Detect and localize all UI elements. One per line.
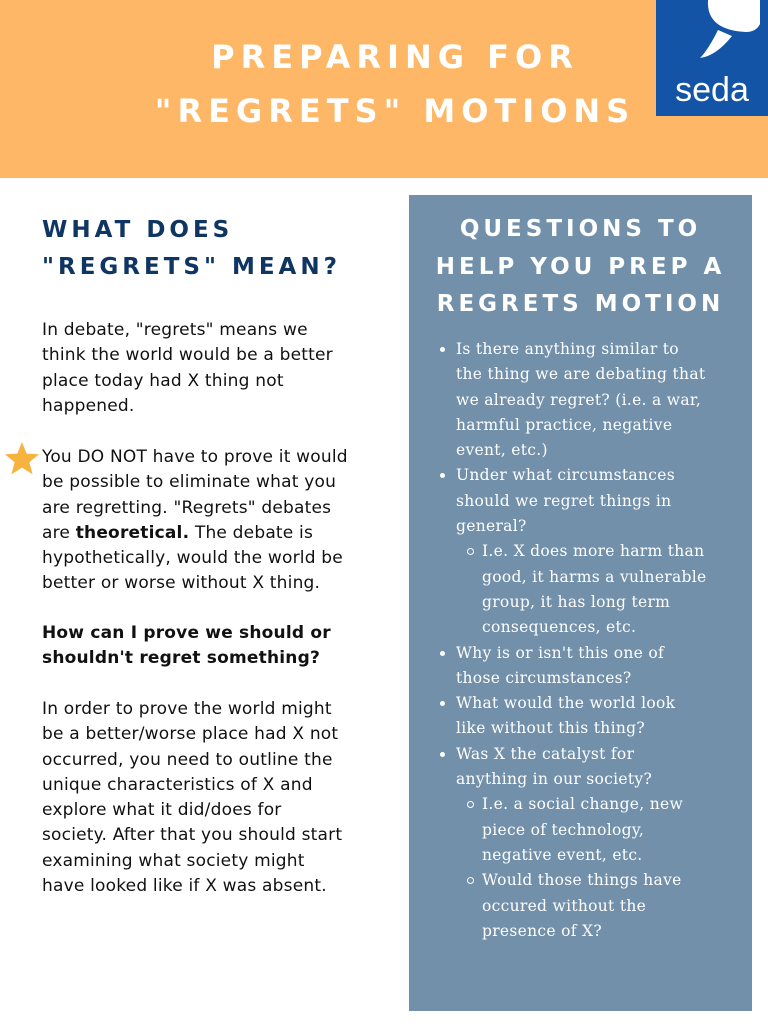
text-line: Why is or isn't this one of <box>456 643 665 662</box>
hollow-bullet-icon <box>467 801 474 808</box>
paragraph-theoretical <box>42 445 402 597</box>
text-line: the thing we are debating that <box>456 365 706 384</box>
bullet-icon <box>440 473 445 478</box>
text-line: those circumstances? <box>456 668 632 687</box>
text-line: Would those things have <box>482 871 682 890</box>
bullet-icon <box>440 701 445 706</box>
list-item <box>437 337 747 463</box>
sub-list-item <box>437 868 747 944</box>
text-line: hypothetically, would the world be <box>42 548 343 569</box>
list-item <box>437 641 747 692</box>
text-line: unique characteristics of X and <box>42 774 313 795</box>
section-heading-questions <box>409 211 752 324</box>
bullet-icon <box>440 651 445 656</box>
text-line: negative event, etc. <box>482 845 643 864</box>
text-line: I.e. X does more harm than <box>482 542 705 561</box>
text-line: Under what circumstances <box>456 466 675 485</box>
text-line: event, etc.) <box>456 441 548 460</box>
text-span: are <box>42 522 76 543</box>
text-line: occurred, you need to outline the <box>42 749 333 770</box>
paragraph-how-to-prove <box>42 697 402 899</box>
list-item <box>437 742 747 793</box>
heading-line: "REGRETS" MEAN? <box>42 254 341 280</box>
seda-logo <box>656 0 768 116</box>
text-line: good, it harms a vulnerable <box>482 567 707 586</box>
hollow-bullet-icon <box>467 548 474 555</box>
page-title-line-1: PREPARING FOR <box>211 38 579 76</box>
text-line <box>42 521 402 546</box>
text-line: are regretting. "Regrets" debates <box>42 497 332 518</box>
bullet-icon <box>440 752 445 757</box>
logo-text: seda <box>675 71 749 109</box>
text-line: explore what it did/does for <box>42 800 282 821</box>
subheading-how-to-prove <box>42 621 402 672</box>
sub-list-item <box>437 539 747 640</box>
heading-line: WHAT DOES <box>42 217 234 243</box>
heading-line: QUESTIONS TO <box>459 216 702 242</box>
bullet-icon <box>440 347 445 352</box>
bold-term: theoretical. <box>75 522 190 543</box>
text-line: have looked like if X was absent. <box>42 876 327 897</box>
text-line: group, it has long term <box>482 592 671 611</box>
text-line: society. After that you should start <box>42 825 343 846</box>
text-line: we already regret? (i.e. a war, <box>456 390 702 409</box>
text-line: should we regret things in <box>456 491 672 510</box>
text-line: consequences, etc. <box>482 618 637 637</box>
text-line: be a better/worse place had X not <box>42 724 339 745</box>
section-heading-regrets-meaning <box>42 212 398 286</box>
text-line: be possible to eliminate what you <box>42 472 337 493</box>
text-line: better or worse without X thing. <box>42 573 321 594</box>
text-line: In debate, "regrets" means we <box>42 320 308 340</box>
text-line: anything in our society? <box>456 770 653 789</box>
text-line: Was X the catalyst for <box>456 744 635 763</box>
text-line: You DO NOT have to prove it would <box>42 447 348 467</box>
text-line: place today had X thing not <box>42 370 284 391</box>
page-title <box>130 30 660 138</box>
text-line: piece of technology, <box>482 820 645 839</box>
text-line: shouldn't regret something? <box>42 648 321 669</box>
text-line: happened. <box>42 395 135 416</box>
text-line: examining what society might <box>42 850 305 871</box>
sub-list-item <box>437 792 747 868</box>
text-line: occured without the <box>482 896 647 915</box>
star-icon <box>4 441 40 477</box>
header-banner <box>0 0 768 178</box>
list-item <box>437 691 747 742</box>
heading-line: HELP YOU PREP A <box>435 253 726 280</box>
text-line: like without this thing? <box>456 719 645 738</box>
questions-list <box>437 337 747 944</box>
text-span: The debate is <box>189 522 314 543</box>
list-item <box>437 463 747 539</box>
heading-line: REGRETS MOTION <box>436 291 725 317</box>
text-line: What would the world look <box>456 694 676 713</box>
left-column <box>42 212 398 897</box>
text-line: How can I prove we should or <box>42 623 331 643</box>
text-line: general? <box>456 517 527 536</box>
text-line: In order to prove the world might <box>42 699 332 719</box>
text-line: harmful practice, negative <box>456 415 673 434</box>
hollow-bullet-icon <box>467 877 474 884</box>
paragraph-definition <box>42 318 402 419</box>
text-line: Is there anything similar to <box>456 340 679 358</box>
text-line: I.e. a social change, new <box>482 795 684 814</box>
questions-panel <box>409 195 752 1011</box>
page-title-line-2: "REGRETS" MOTIONS <box>154 92 636 130</box>
text-line: presence of X? <box>482 921 602 940</box>
text-line: think the world would be a better <box>42 345 333 366</box>
